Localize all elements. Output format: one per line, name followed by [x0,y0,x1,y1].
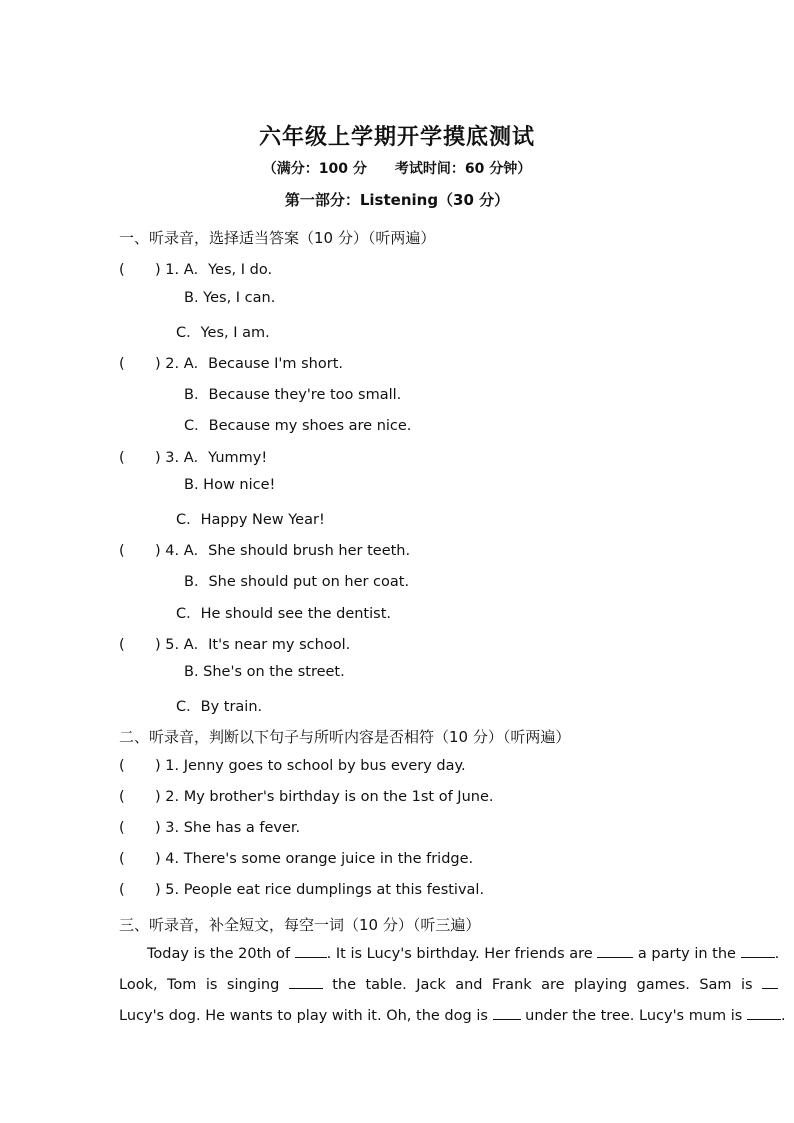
answer-paren: ( [119,356,125,372]
passage-line-1: Today is the 20th of . It is Lucy's birthday. Her friends are a party in the . [147,946,780,962]
passage-line-3: Lucy's dog. He wants to play with it. Oh, the dog is under the tree. Lucy's mum is . [119,1008,786,1024]
question-2-option-b: B．Because they're too small. [184,387,402,403]
question-1: ( ) 1. A．Yes, I do. [119,262,273,278]
question-3-option-c: C．Happy New Year! [176,512,325,528]
question-4-option-c: C．He should see the dentist. [176,606,391,622]
question-1-option-c: C．Yes, I am. [176,325,270,341]
statement-1: ( ) 1. Jenny goes to school by bus every day. [119,758,466,774]
answer-paren: ( [119,543,125,559]
answer-paren: ( [119,789,125,805]
section3-heading: 三、听录音，补全短文，每空一词（10 分）（听三遍） [119,916,481,934]
question-2-option-c: C．Because my shoes are nice. [184,418,412,434]
question-5-option-c: C．By train. [176,699,263,715]
answer-paren: ( [119,262,125,278]
fill-blank[interactable] [289,976,323,989]
fill-blank[interactable] [295,945,327,958]
answer-paren: ( [119,450,125,466]
question-2: ( ) 2. A．Because I'm short. [119,356,343,372]
answer-paren: ( [119,820,125,836]
statement-3: ( ) 3. She has a fever. [119,820,301,836]
statement-5: ( ) 5. People eat rice dumplings at this festival. [119,882,485,898]
full-score: （满分：100 分 [262,161,367,177]
question-3-option-b: B. How nice! [184,477,276,493]
question-5: ( ) 5. A．It's near my school. [119,637,351,653]
fill-blank[interactable] [762,976,778,989]
question-4-option-b: B．She should put on her coat. [184,574,410,590]
section1-heading: 一、听录音，选择适当答案（10 分）（听两遍） [119,229,436,247]
question-1-option-b: B. Yes, I can. [184,290,276,306]
exam-title: 六年级上学期开学摸底测试 [258,125,535,150]
exam-time: 考试时间：60 分钟） [394,161,532,177]
exam-info [0,158,794,178]
statement-4: ( ) 4. There's some orange juice in the fridge. [119,851,474,867]
passage-line-2: Look, Tom is singing the table. Jack and Frank are playing games. Sam is [119,976,778,993]
section2-heading: 二、听录音，判断以下句子与所听内容是否相符（10 分）（听两遍） [119,728,571,746]
fill-blank[interactable] [493,1007,521,1020]
answer-paren: ( [119,758,125,774]
fill-blank[interactable] [597,945,633,958]
statement-2: ( ) 2. My brother's birthday is on the 1st of June. [119,789,494,805]
question-5-option-b: B. She's on the street. [184,664,345,680]
answer-paren: ( [119,637,125,653]
answer-paren: ( [119,851,125,867]
fill-blank[interactable] [741,945,775,958]
answer-paren: ( [119,882,125,898]
question-3: ( ) 3. A．Yummy! [119,450,268,466]
fill-blank[interactable] [747,1007,781,1020]
part-heading: 第一部分：Listening（30 分） [284,191,510,209]
question-4: ( ) 4. A．She should brush her teeth. [119,543,411,559]
